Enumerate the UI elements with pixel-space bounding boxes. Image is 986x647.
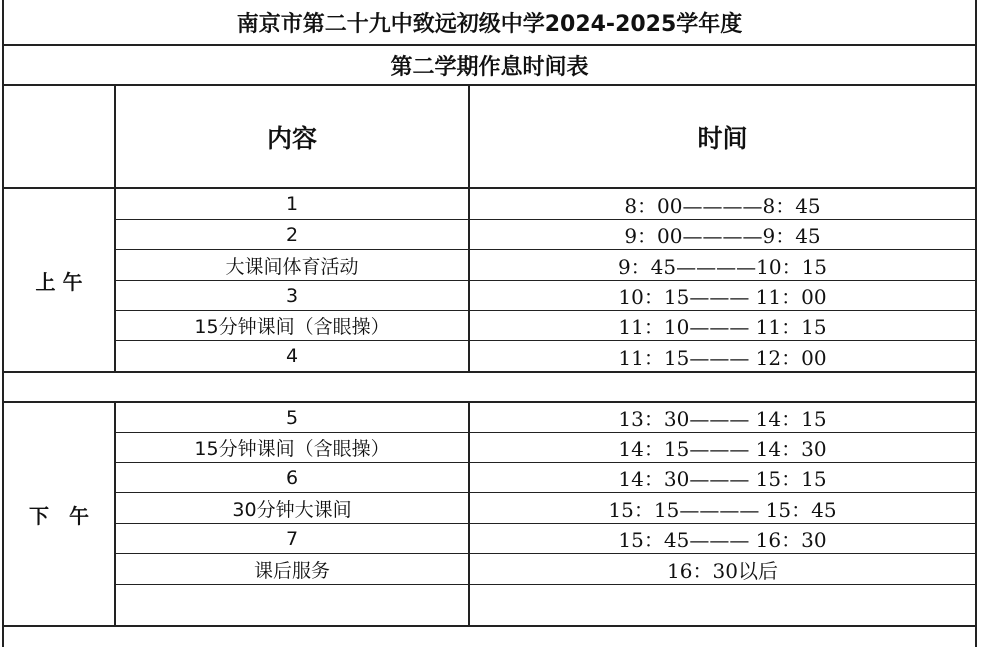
afternoon-label: 下 午: [29, 503, 89, 528]
morning-label: 上 午: [35, 269, 83, 294]
morning-row-3-time: 9：45————10：15: [617, 254, 828, 279]
morning-row-1-content: 1: [285, 193, 299, 215]
afternoon-row-3-time: 14：30——— 15：15: [618, 467, 827, 491]
afternoon-row-7-time: [470, 585, 975, 625]
morning-row-6-content: 4: [285, 345, 299, 367]
afternoon-row-3-content: 6: [285, 466, 299, 489]
header-content: 内容: [266, 123, 317, 153]
table-subtitle: 第二学期作息时间表: [390, 54, 589, 80]
afternoon-row-6-time: 16：30以后: [667, 558, 778, 583]
morning-row-2-content: 2: [285, 223, 299, 246]
rule-afternoon-bottom: [2, 625, 977, 627]
table-title: 南京市第二十九中致远初级中学2024-2025学年度: [236, 11, 743, 37]
border-right: [975, 0, 977, 647]
afternoon-row-5-time: 15：45——— 16：30: [618, 528, 827, 552]
afternoon-row-4-content: 30分钟大课间: [232, 498, 352, 521]
afternoon-row-7-content: [116, 585, 468, 625]
morning-row-5-time: 11：10——— 11：15: [618, 315, 827, 339]
morning-row-3-content: 大课间体育活动: [225, 255, 359, 278]
afternoon-row-1-content: 5: [285, 406, 299, 429]
afternoon-row-2-content: 15分钟课间（含眼操）: [194, 438, 390, 460]
afternoon-row-6-content: 课后服务: [253, 559, 330, 582]
afternoon-row-4-time: 15：15———— 15：45: [608, 497, 837, 522]
morning-row-4-time: 10：15——— 11：00: [618, 285, 827, 309]
header-time: 时间: [697, 123, 748, 153]
rule-morning-bottom: [2, 371, 977, 373]
afternoon-row-1-time: 13：30——— 14：15: [618, 407, 827, 431]
morning-row-6-time: 11：15——— 12：00: [618, 345, 827, 370]
morning-row-2-time: 9：00————9：45: [624, 224, 821, 248]
morning-row-1-time: 8：00————8：45: [624, 193, 821, 218]
afternoon-row-5-content: 7: [285, 527, 299, 550]
afternoon-row-2-time: 14：15——— 14：30: [618, 437, 827, 461]
morning-row-5-content: 15分钟课间（含眼操）: [194, 316, 390, 338]
morning-row-4-content: 3: [285, 284, 299, 307]
